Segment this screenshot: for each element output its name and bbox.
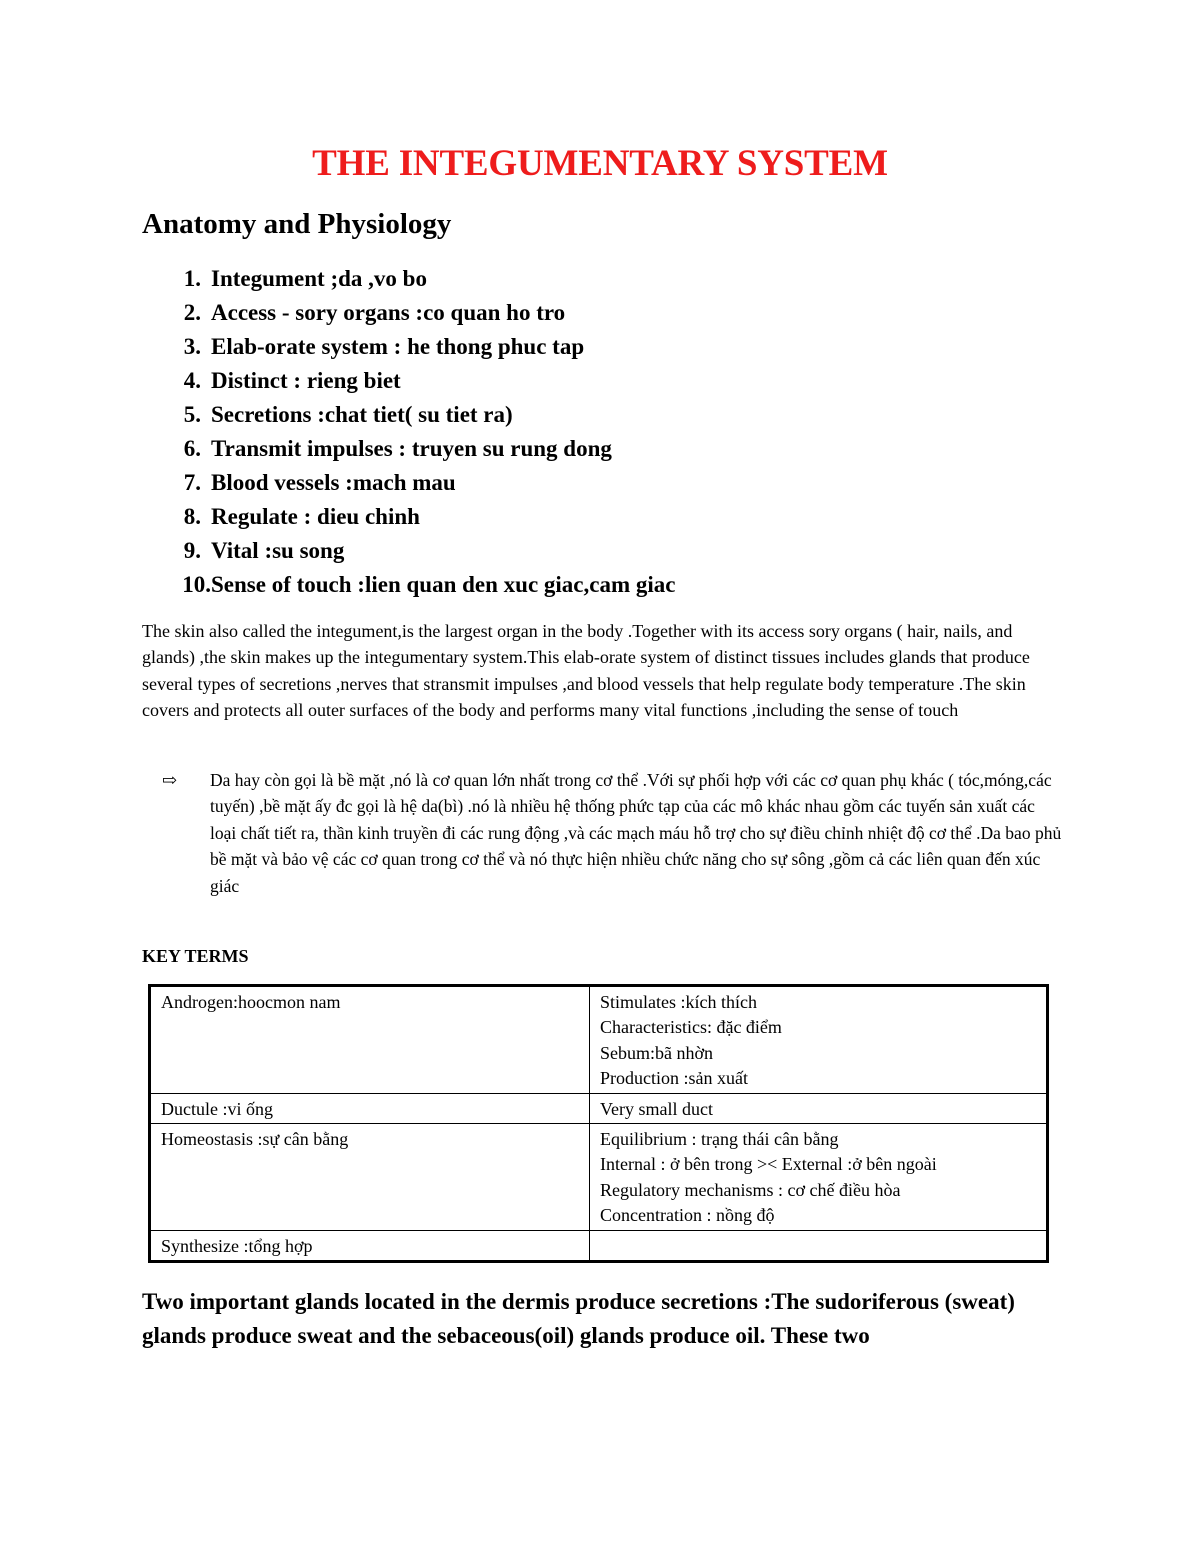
table-cell-left [150, 1124, 590, 1231]
vocab-text: Distinct : rieng biet [211, 368, 401, 393]
english-paragraph: The skin also called the integument,is the largest organ in the body .Together with its access sory organs ( hair, nails, and glands) ,the skin makes up the integumentary system.This elab-orate system of distinct tissues includes glands that produce several types of secretions ,nerves that stransmit impulses ,and blood vessels that help regulate body temperature .The skin covers and protects all outer surfaces of the body and performs many vital functions ,including the sense of touch [142, 621, 1030, 721]
vocab-item [142, 364, 675, 398]
closing-paragraph: Two important glands located in the dermis produce secretions :The sudoriferous (sweat) glands produce sweat and the sebaceous(oil) glands produce oil. These two [142, 1289, 1015, 1348]
term-line: Synthesize :tổng hợp [161, 1235, 313, 1256]
table-row [150, 986, 1048, 1094]
term-line: Stimulates :kích thích [600, 992, 757, 1012]
vietnamese-paragraph: Da hay còn gọi là bề mặt ,nó là cơ quan lớn nhất trong cơ thể .Với sự phối hợp với các cơ quan phụ khác ( tóc,móng,các tuyến) ,bề mặt ấy đc gọi là hệ da(bì) .nó là nhiều hệ thống phức tạp của các mô khác nhau gồm các tuyến sản xuất các loại chất tiết ra, thần kinh truyền đi các rung động ,và các mạch máu hỗ trợ cho sự điều chỉnh nhiệt độ cơ thể .Da bao phủ bề mặt và bảo vệ các cơ quan trong cơ thể và nó thực hiện nhiều chức năng cho sự sông ,gồm cả các liên quan đến xúc giác [210, 770, 1062, 896]
vocab-text: Integument ;da ,vo bo [211, 266, 427, 291]
vocab-number: 8. [183, 504, 201, 529]
key-terms-table [148, 984, 1049, 1263]
table-row [150, 1124, 1048, 1231]
table-cell-right [590, 986, 1048, 1094]
term-line: Production :sản xuất [600, 1068, 748, 1089]
vocab-number: 6. [183, 436, 201, 461]
table-cell-right [590, 1230, 1048, 1261]
vocabulary-list [142, 262, 675, 602]
term-line: Concentration : nồng độ [600, 1205, 775, 1226]
term-line: Internal : ở bên trong >< External :ở bên ngoài [600, 1154, 937, 1175]
vocab-text: Sense of touch :lien quan den xuc giac,cam giac [211, 572, 676, 597]
table-cell-left [150, 986, 590, 1094]
vocab-number: 9. [183, 538, 201, 563]
vocab-text: Blood vessels :mach mau [211, 470, 456, 495]
vocab-item [142, 398, 675, 432]
term-line: Very small duct [600, 1098, 713, 1119]
table-cell-left [150, 1093, 590, 1123]
term-line: Sebum:bã nhờn [600, 1042, 714, 1063]
term-line: Homeostasis :sự cân bằng [161, 1129, 349, 1150]
table-cell-right [590, 1093, 1048, 1123]
vocab-text: Access - sory organs :co quan ho tro [211, 300, 566, 325]
vocab-item [142, 262, 675, 296]
term-line: Equilibrium : trạng thái cân bằng [600, 1129, 839, 1150]
vocab-item [142, 568, 675, 602]
table-row [150, 1093, 1048, 1123]
vocab-text: Elab-orate system : he thong phuc tap [211, 334, 585, 359]
vocab-item [142, 296, 675, 330]
table-cell-left [150, 1230, 590, 1261]
term-line: Androgen:hoocmon nam [161, 992, 341, 1012]
vocab-number: 2. [183, 300, 201, 325]
vocab-text: Secretions :chat tiet( su tiet ra) [211, 402, 513, 427]
term-line: Ductule :vi ống [161, 1098, 273, 1119]
vocab-number: 5. [183, 402, 201, 427]
vocab-number: 7. [183, 470, 201, 495]
vocab-number: 4. [183, 368, 201, 393]
vocab-item [142, 500, 675, 534]
document-title: THE INTEGUMENTARY SYSTEM [312, 143, 888, 184]
vocab-text: Regulate : dieu chinh [211, 504, 420, 529]
arrow-bullet-icon: ⇨ [162, 770, 178, 790]
vocab-item [142, 534, 675, 568]
vocab-number: 1. [183, 266, 201, 291]
section-heading: Anatomy and Physiology [142, 208, 452, 240]
table-row [150, 1230, 1048, 1261]
vocab-text: Vital :su song [211, 538, 345, 563]
translation-bullet [162, 767, 1062, 899]
table-cell-right [590, 1124, 1048, 1231]
vocab-item [142, 330, 675, 364]
vocab-item [142, 466, 675, 500]
term-line: Regulatory mechanisms : cơ chế điều hòa [600, 1179, 901, 1200]
key-terms-heading: KEY TERMS [142, 946, 249, 966]
vocab-item [142, 432, 675, 466]
vocab-number: 3. [183, 334, 201, 359]
vocab-number: 10. [182, 572, 211, 597]
vocab-text: Transmit impulses : truyen su rung dong [211, 436, 612, 461]
term-line: Characteristics: đặc điểm [600, 1017, 782, 1038]
